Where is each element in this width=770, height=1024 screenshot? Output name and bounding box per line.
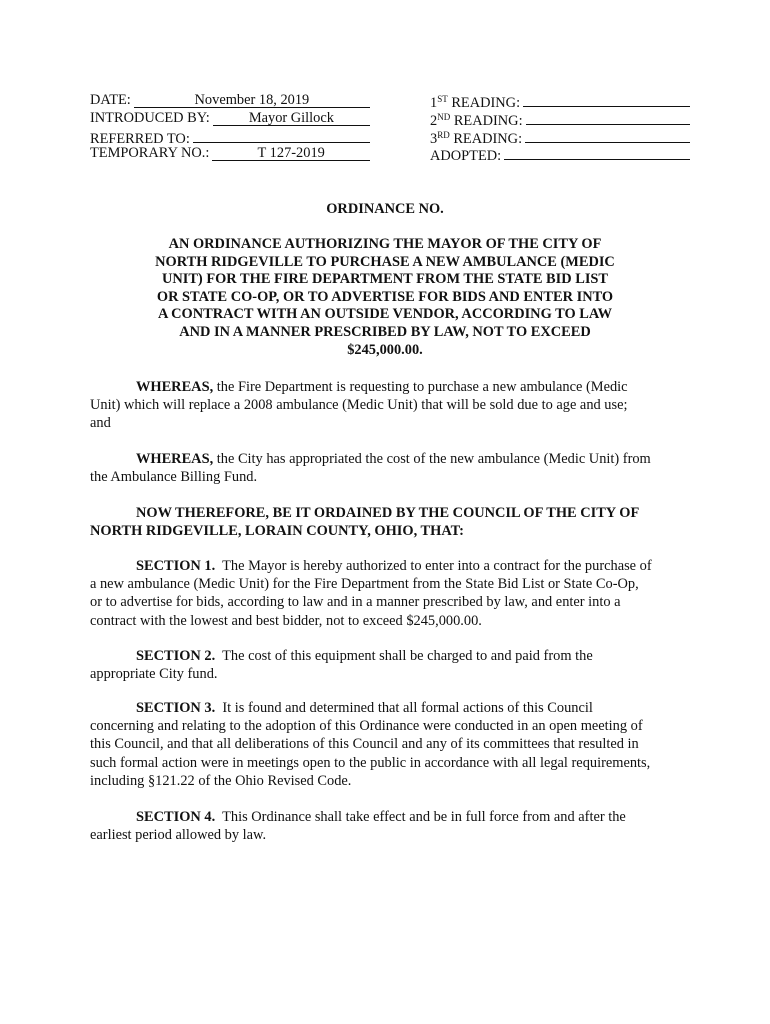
paragraph-text: earliest period allowed by law.	[90, 827, 267, 844]
title-line: A CONTRACT WITH AN OUTSIDE VENDOR, ACCORDING TO LAW	[157, 306, 613, 323]
paragraph-text: or to advertise for bids, according to law and in a manner prescribed by law, and enter into a	[90, 594, 621, 611]
header-left-block	[90, 92, 370, 163]
paragraph-text: the Fire Department is requesting to purchase a new ambulance (Medic	[213, 379, 628, 395]
section-lead: SECTION 1.	[136, 558, 216, 574]
paragraph-text: Unit) which will replace a 2008 ambulance (Medic Unit) that will be sold due to age and use;	[90, 397, 628, 414]
title-line: $245,000.00.	[347, 341, 423, 358]
section-lead: SECTION 4.	[136, 809, 216, 825]
section-1-paragraph	[90, 557, 686, 630]
title-line: AN ORDINANCE AUTHORIZING THE MAYOR OF THE CITY OF	[168, 236, 602, 252]
paragraph-text: The cost of this equipment shall be charged to and paid from the	[215, 648, 593, 664]
referred-to-row	[90, 128, 370, 146]
second-reading-blank	[526, 110, 690, 125]
header-right-block	[430, 92, 690, 163]
paragraph-text: including §121.22 of the Ohio Revised Code.	[90, 772, 352, 789]
adopted-label: ADOPTED:	[430, 148, 502, 165]
title-line: UNIT) FOR THE FIRE DEPARTMENT FROM THE STATE BID LIST	[161, 271, 609, 288]
introduced-by-label: INTRODUCED BY:	[90, 109, 210, 126]
section-4-paragraph	[90, 808, 686, 844]
temporary-no-value: T 127-2019	[212, 146, 370, 161]
paragraph-text: concerning and relating to the adoption of this Ordinance were conducted in an open meeting of	[90, 718, 643, 735]
paragraph-text: such formal action were in meetings open to the public in accordance with all legal requirements,	[90, 754, 651, 771]
paragraph-text: contract with the lowest and best bidder, not to exceed $245,000.00.	[90, 612, 482, 629]
third-reading-label: 3RD READING:	[430, 129, 523, 147]
paragraph-text: NOW THEREFORE, BE IT ORDAINED BY THE COUNCIL OF THE CITY OF	[136, 505, 640, 521]
temporary-no-label: TEMPORARY NO.:	[90, 145, 210, 162]
temporary-no-row	[90, 145, 370, 163]
whereas-paragraph-2	[90, 450, 686, 486]
third-reading-blank	[525, 128, 690, 143]
second-reading-label: 2ND READING:	[430, 111, 523, 129]
third-reading-row	[430, 128, 690, 146]
paragraph-text: The Mayor is hereby authorized to enter into a contract for the purchase of	[215, 558, 652, 574]
section-lead: SECTION 2.	[136, 648, 216, 664]
paragraph-text: the City has appropriated the cost of the new ambulance (Medic Unit) from	[213, 451, 651, 467]
paragraph-text: and	[90, 415, 111, 432]
section-lead: SECTION 3.	[136, 700, 216, 716]
first-reading-row	[430, 92, 690, 110]
now-therefore-paragraph	[90, 504, 686, 540]
first-reading-label: 1ST READING:	[430, 94, 521, 111]
section-2-paragraph	[90, 647, 686, 683]
whereas-lead: WHEREAS,	[136, 451, 214, 467]
second-reading-row	[430, 110, 690, 128]
paragraph-text: This Ordinance shall take effect and be in full force from and after the	[215, 809, 626, 825]
introduced-by-row	[90, 110, 370, 128]
section-3-paragraph	[90, 699, 686, 790]
paragraph-text: NORTH RIDGEVILLE, LORAIN COUNTY, OHIO, THAT:	[90, 523, 464, 540]
date-row	[90, 92, 370, 110]
referred-to-label: REFERRED TO:	[90, 130, 190, 147]
introduced-by-value: Mayor Gillock	[213, 111, 370, 126]
title-line: NORTH RIDGEVILLE TO PURCHASE A NEW AMBULANCE (MEDIC	[155, 253, 615, 270]
title-line: AND IN A MANNER PRESCRIBED BY LAW, NOT TO EXCEED	[179, 323, 591, 340]
first-reading-blank	[523, 92, 690, 107]
paragraph-text: a new ambulance (Medic Unit) for the Fire Department from the State Bid List or State Co-Op,	[90, 576, 639, 593]
date-label: DATE:	[90, 92, 131, 108]
adopted-blank	[504, 145, 690, 160]
paragraph-text: the Ambulance Billing Fund.	[90, 469, 258, 486]
paragraph-text: It is found and determined that all formal actions of this Council	[215, 700, 593, 716]
whereas-lead: WHEREAS,	[136, 379, 214, 395]
referred-to-value	[193, 128, 370, 143]
paragraph-text: this Council, and that all deliberations of this Council and any of its committees that resulted in	[90, 736, 639, 753]
adopted-row	[430, 145, 690, 163]
paragraph-text: appropriate City fund.	[90, 666, 218, 683]
date-value: November 18, 2019	[134, 93, 370, 108]
title-line: OR STATE CO-OP, OR TO ADVERTISE FOR BIDS AND ENTER INTO	[156, 288, 614, 305]
whereas-paragraph-1	[90, 378, 686, 433]
ordinance-title	[135, 236, 635, 359]
ordinance-number-heading: ORDINANCE NO.	[326, 201, 444, 217]
